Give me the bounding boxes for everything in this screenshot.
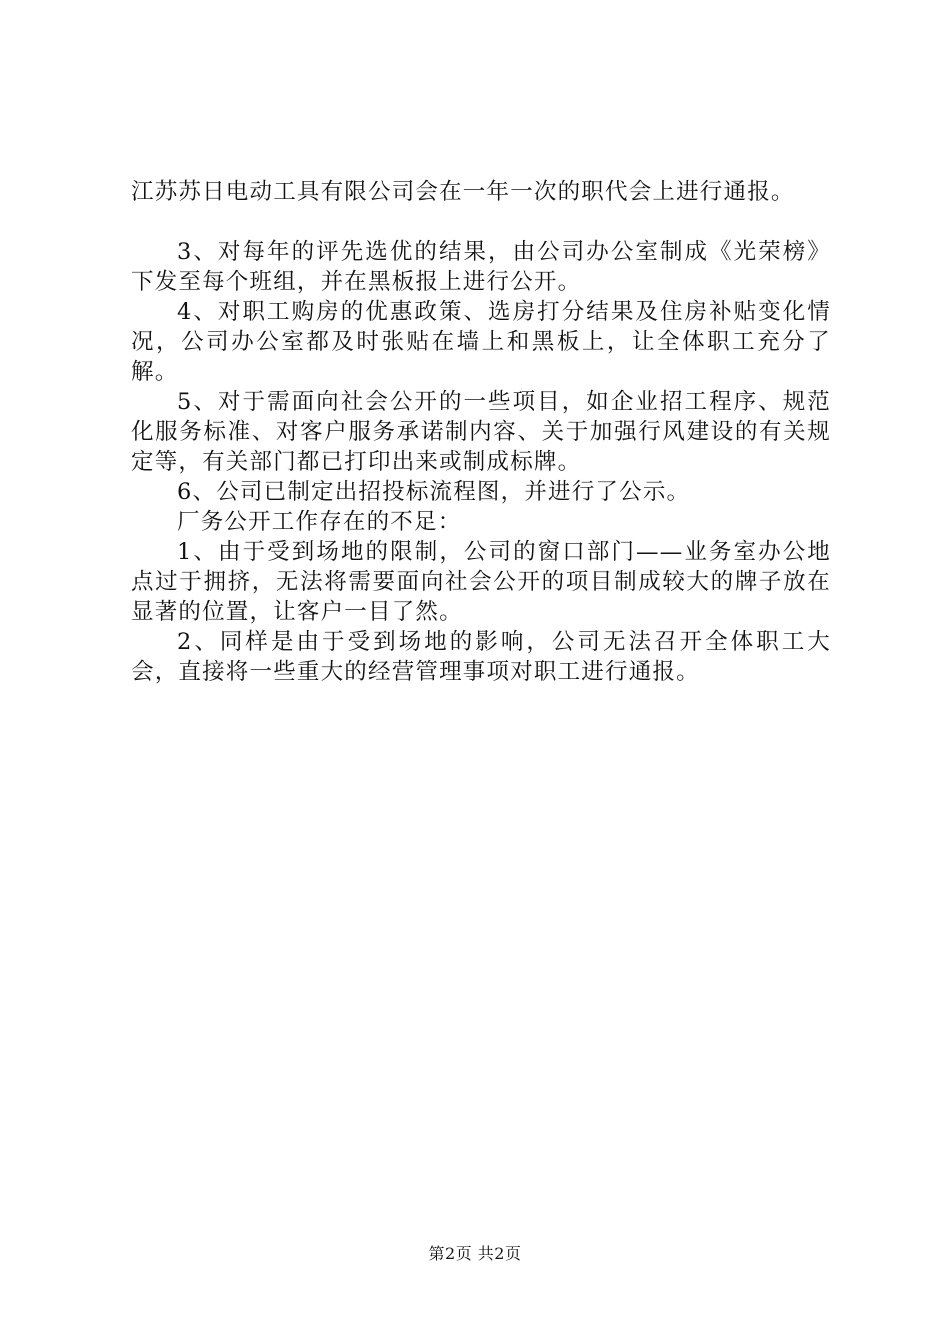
shortcoming-item-2: 2、同样是由于受到场地的影响，公司无法召开全体职工大会，直接将一些重大的经营管理事项对职工进行通报。 (131, 629, 831, 685)
shortcoming-item-1: 1、由于受到场地的限制，公司的窗口部门——业务室办公地点过于拥挤，无法将需要面向社会公开的项目制成较大的牌子放在显著的位置，让客户一目了然。 (131, 539, 831, 625)
section-heading-shortcomings: 厂务公开工作存在的不足： (177, 509, 462, 535)
paragraph-item-5: 5、对于需面向社会公开的一些项目，如企业招工程序、规范化服务标准、对客户服务承诺制内容、关于加强行风建设的有关规定等，有关部门都已打印出来或制成标牌。 (131, 389, 831, 475)
page-number-footer: 第2页 共2页 (428, 1244, 522, 1263)
paragraph-item-6: 6、公司已制定出招投标流程图，并进行了公示。 (177, 479, 691, 505)
continued-paragraph-line: 江苏苏日电动工具有限公司会在一年一次的职代会上进行通报。 (131, 179, 795, 205)
paragraph-item-3: 3、对每年的评先选优的结果，由公司办公室制成《光荣榜》下发至每个班组，并在黑板报上进行公开。 (131, 239, 831, 295)
paragraph-item-4: 4、对职工购房的优惠政策、选房打分结果及住房补贴变化情况，公司办公室都及时张贴在墙上和黑板上，让全体职工充分了解。 (131, 299, 831, 385)
document-body (131, 237, 831, 687)
